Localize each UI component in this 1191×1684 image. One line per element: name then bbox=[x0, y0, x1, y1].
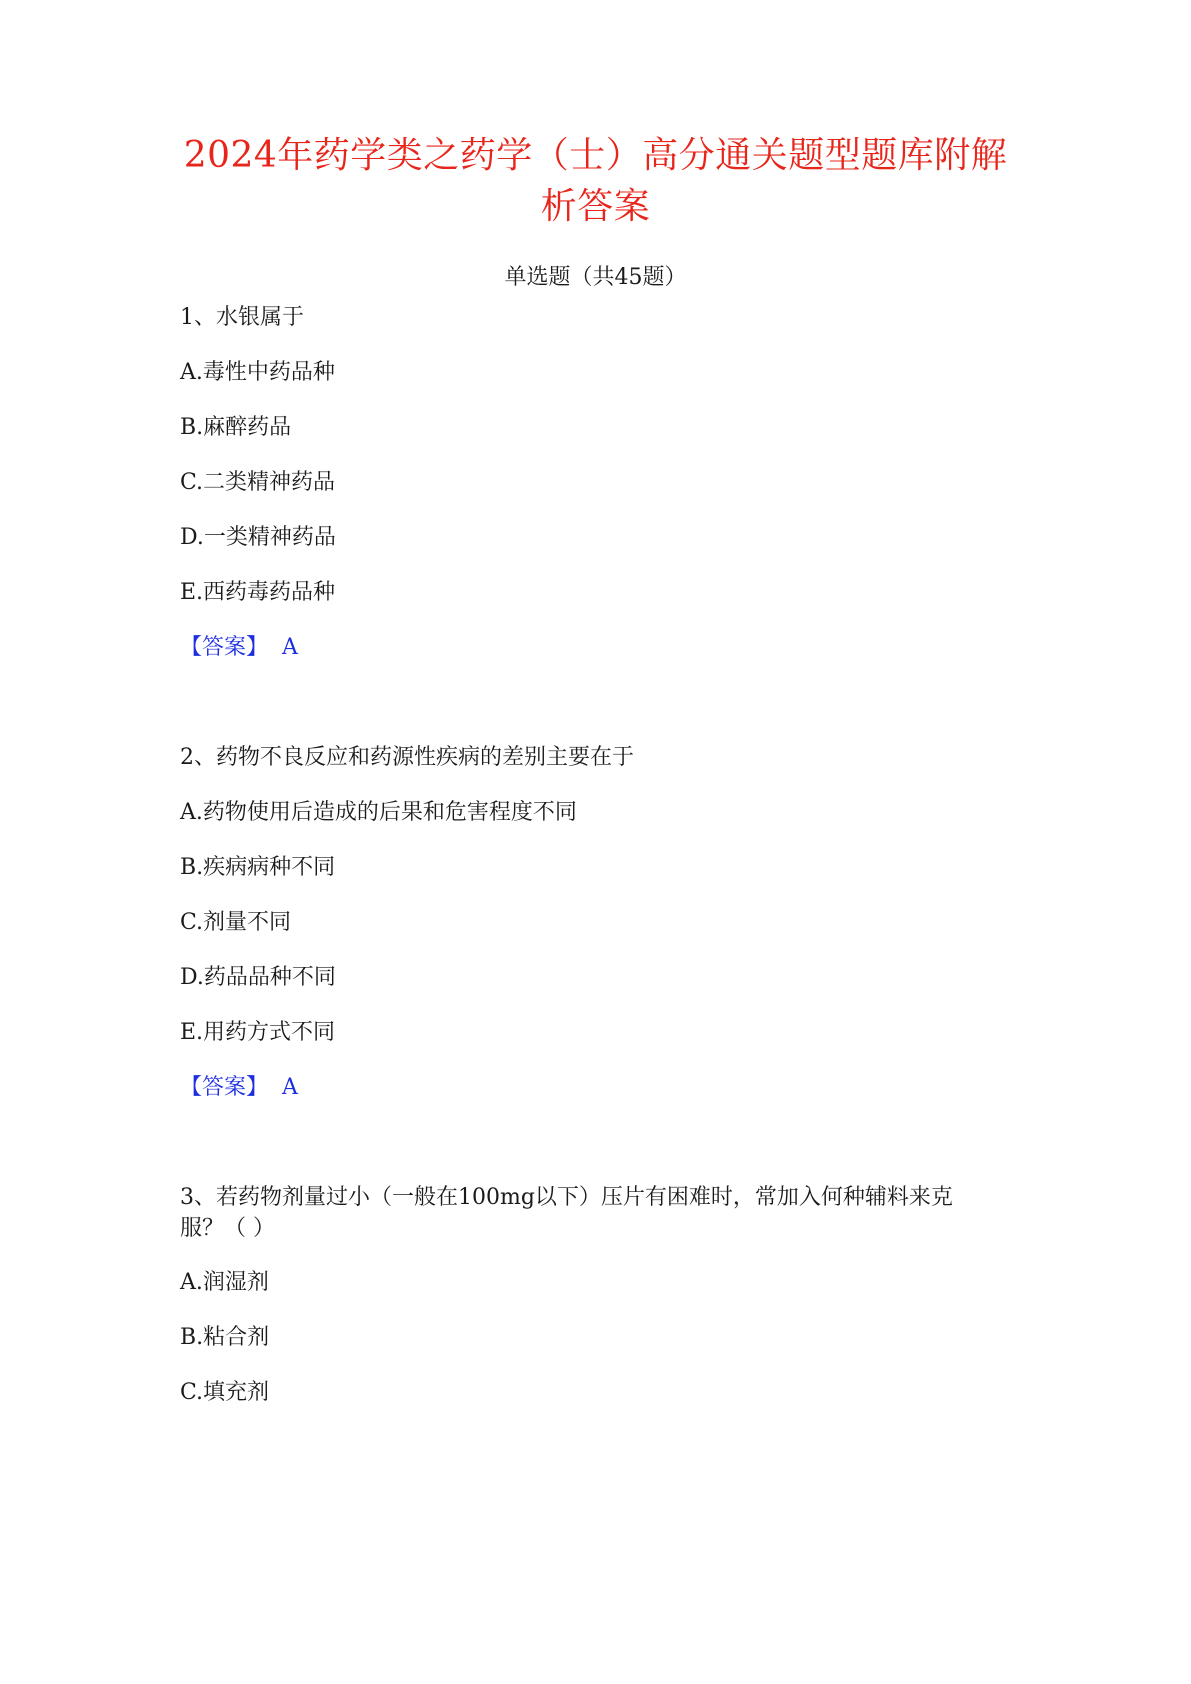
answer-value: A bbox=[282, 635, 298, 660]
question-3-option-a: A.润湿剂 bbox=[180, 1270, 269, 1295]
answer-label: 【答案】 bbox=[180, 1075, 269, 1100]
question-3-option-c: C.填充剂 bbox=[180, 1380, 270, 1405]
answer-label: 【答案】 bbox=[180, 635, 269, 660]
question-1-option-e: E.西药毒药品种 bbox=[180, 580, 336, 605]
question-2-option-d: D.药品品种不同 bbox=[180, 965, 336, 990]
section-heading: 单选题（共45题） bbox=[504, 265, 687, 290]
question-1-answer bbox=[180, 632, 298, 664]
question-2-option-e: E.用药方式不同 bbox=[180, 1020, 336, 1045]
question-3-stem-line-1: 3、若药物剂量过小（一般在100mg以下）压片有困难时，常加入何种辅料来克 bbox=[180, 1185, 953, 1210]
question-2-option-c: C.剂量不同 bbox=[180, 910, 292, 935]
question-1-option-a: A.毒性中药品种 bbox=[180, 360, 335, 385]
question-3-option-b: B.粘合剂 bbox=[180, 1325, 270, 1350]
question-1-option-b: B.麻醉药品 bbox=[180, 415, 292, 440]
document-title-line-2: 析答案 bbox=[540, 186, 651, 227]
answer-value: A bbox=[282, 1075, 298, 1100]
document-title-line-1: 2024年药学类之药学（士）高分通关题型题库附解 bbox=[183, 135, 1008, 176]
question-1-option-d: D.一类精神药品 bbox=[180, 525, 336, 550]
question-2-option-a: A.药物使用后造成的后果和危害程度不同 bbox=[180, 800, 577, 825]
question-3-stem-line-2: 服？（ ） bbox=[180, 1216, 275, 1241]
question-2-option-b: B.疾病病种不同 bbox=[180, 855, 336, 880]
question-1-option-c: C.二类精神药品 bbox=[180, 470, 336, 495]
question-1-stem: 1、水银属于 bbox=[180, 305, 304, 330]
question-2-answer bbox=[180, 1072, 298, 1104]
question-2-stem: 2、药物不良反应和药源性疾病的差别主要在于 bbox=[180, 745, 634, 770]
